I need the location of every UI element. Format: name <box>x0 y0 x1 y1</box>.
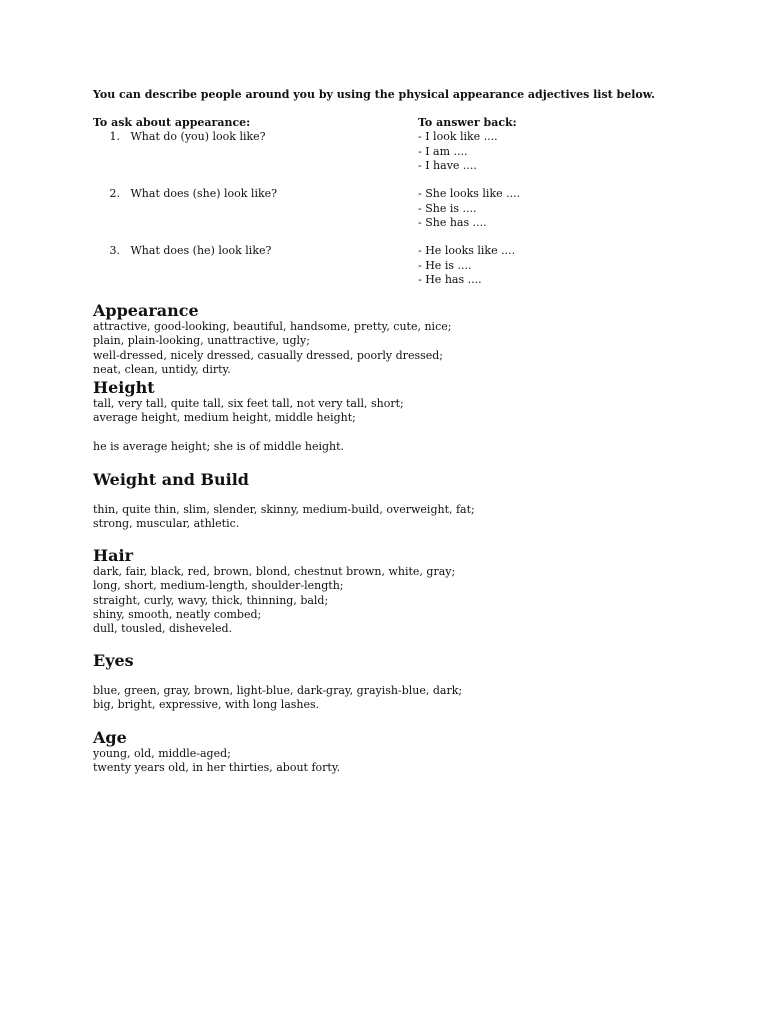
eyes-line: blue, green, gray, brown, light-blue, dark-gray, grayish-blue, dark; <box>93 684 463 697</box>
question-text: What does (he) look like? <box>130 244 272 258</box>
weight-line: thin, quite thin, slim, slender, skinny, medium-build, overweight, fat; <box>93 503 475 516</box>
answer-group <box>418 244 618 287</box>
height-line: tall, very tall, quite tall, six feet tall, not very tall, short; <box>93 397 404 410</box>
question-item <box>93 187 413 201</box>
section-heading-age: Age <box>93 728 127 747</box>
answer-line: - He is .... <box>418 258 472 272</box>
section-heading-height: Height <box>93 378 155 397</box>
height-example: he is average height; she is of middle height. <box>93 439 345 453</box>
hair-line: dark, fair, black, red, brown, blond, chestnut brown, white, gray; <box>93 565 456 578</box>
appearance-line: neat, clean, untidy, dirty. <box>93 362 231 376</box>
hair-line: straight, curly, wavy, thick, thinning, bald; <box>93 593 329 607</box>
document-page <box>93 88 693 296</box>
ask-column <box>93 116 413 258</box>
section-heading-weight-build: Weight and Build <box>93 470 249 489</box>
question-number: 1. <box>109 130 120 144</box>
question-item <box>93 130 413 144</box>
appearance-line: plain, plain-looking, unattractive, ugly; <box>93 334 310 348</box>
intro-text: You can describe people around you by using the physical appearance adjectives list below. <box>93 88 655 101</box>
answer-line: - I am .... <box>418 144 468 158</box>
question-text: What does (she) look like? <box>130 187 278 201</box>
age-line: young, old, middle-aged; <box>93 747 231 760</box>
age-line: twenty years old, in her thirties, about forty. <box>93 761 341 775</box>
appearance-line: well-dressed, nicely dressed, casually dressed, poorly dressed; <box>93 348 443 362</box>
answer-line: - He looks like .... <box>418 244 516 258</box>
height-line: average height, medium height, middle height; <box>93 411 356 425</box>
answer-line: - I look like .... <box>418 130 498 144</box>
hair-line: dull, tousled, disheveled. <box>93 622 233 636</box>
section-heading-appearance: Appearance <box>93 301 199 320</box>
section-weight-build <box>93 471 475 532</box>
hair-line: long, short, medium-length, shoulder-length; <box>93 579 344 593</box>
weight-line: strong, muscular, athletic. <box>93 517 240 531</box>
answer-column <box>418 116 618 286</box>
appearance-line: attractive, good-looking, beautiful, handsome, pretty, cute, nice; <box>93 320 452 333</box>
answer-line: - I have .... <box>418 158 477 172</box>
question-number: 2. <box>109 187 120 201</box>
section-height <box>93 379 404 454</box>
section-age <box>93 729 340 776</box>
answer-line: - She is .... <box>418 201 477 215</box>
section-heading-eyes: Eyes <box>93 651 134 670</box>
answer-group <box>418 187 618 230</box>
answer-line: - She has .... <box>418 215 487 229</box>
eyes-line: big, bright, expressive, with long lashes. <box>93 698 320 712</box>
question-item <box>93 244 413 258</box>
answer-line: - He has .... <box>418 272 482 286</box>
question-number: 3. <box>109 244 120 258</box>
section-appearance <box>93 302 451 377</box>
section-eyes <box>93 652 462 713</box>
answer-group <box>418 130 618 173</box>
answer-heading: To answer back: <box>418 116 517 130</box>
section-heading-hair: Hair <box>93 546 133 565</box>
ask-heading: To ask about appearance: <box>93 116 251 130</box>
section-hair <box>93 547 455 636</box>
hair-line: shiny, smooth, neatly combed; <box>93 607 262 621</box>
question-text: What do (you) look like? <box>130 130 266 144</box>
question-answer-table <box>93 116 693 296</box>
answer-line: - She looks like .... <box>418 187 521 201</box>
